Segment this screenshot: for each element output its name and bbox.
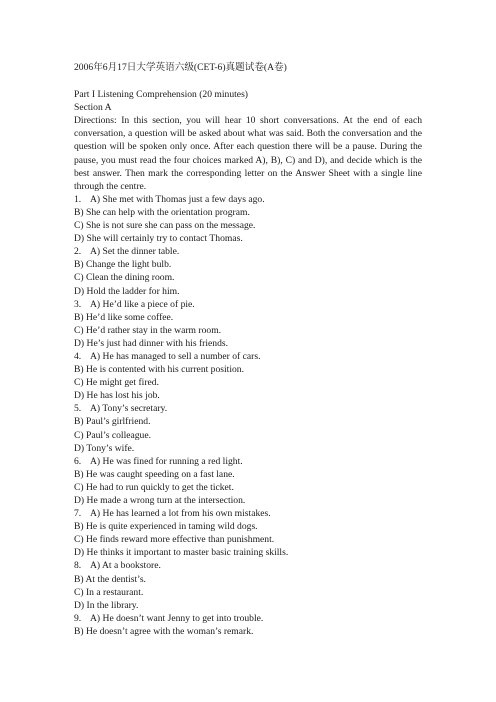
answer-option: C) Clean the dining room. [74, 272, 175, 284]
directions-paragraph: Directions: In this section, you will hear 10 short conversations. At the end of each conversation, a question will be asked about what was said. Both the conversation and the question will be spoken only once. After each question there will be a pause. During the pause, you must read the four choices marked A), B), C) and D), and decide which is the best answer. Then mark the corresponding letter on the Answer Sheet with a single line through the centre. [74, 115, 422, 192]
answer-option: A) He has managed to sell a number of cars. [90, 350, 261, 362]
answer-option: A) Set the dinner table. [90, 246, 180, 258]
answer-option: C) He finds reward more effective than punishment. [74, 534, 275, 546]
answer-option: D) Hold the ladder for him. [74, 285, 180, 297]
answer-option: B) He’d like some coffee. [74, 311, 174, 323]
answer-option: D) She will certainly try to contact Thomas. [74, 233, 243, 245]
question-item [74, 350, 422, 363]
answer-option: B) Paul’s girlfriend. [74, 416, 151, 428]
answer-option: D) He has lost his job. [74, 390, 160, 402]
section-heading: Section A [74, 102, 112, 114]
question-number: 2. [74, 246, 82, 258]
answer-option: C) She is not sure she can pass on the message. [74, 220, 256, 232]
question-item [74, 612, 422, 625]
answer-option: D) He made a wrong turn at the intersection. [74, 495, 246, 506]
document-page [74, 61, 422, 638]
question-number: 3. [74, 298, 82, 310]
question-number: 8. [74, 560, 82, 572]
question-item [74, 245, 422, 258]
answer-option: A) He’d like a piece of pie. [90, 298, 195, 310]
document-title: 2006年6月17日大学英语六级(CET-6)真题试卷(A卷) [74, 62, 287, 73]
answer-option: D) Tony’s wife. [74, 442, 135, 454]
answer-option: B) He doesn’t agree with the woman’s remark. [74, 625, 254, 637]
answer-option: B) She can help with the orientation program. [74, 206, 250, 218]
question-number: 1. [74, 193, 82, 205]
question-list [74, 193, 422, 638]
answer-option: A) She met with Thomas just a few days ago. [90, 193, 265, 205]
answer-option: A) At a bookstore. [90, 560, 161, 572]
answer-option: B) Change the light bulb. [74, 259, 172, 271]
answer-option: D) In the library. [74, 599, 139, 611]
question-item [74, 507, 422, 520]
question-item [74, 193, 422, 206]
question-item [74, 402, 422, 415]
answer-option: C) Paul’s colleague. [74, 429, 151, 441]
answer-option: B) He is quite experienced in taming wild dogs. [74, 521, 258, 533]
answer-option: C) He’d rather stay in the warm room. [74, 324, 222, 336]
answer-option: A) He has learned a lot from his own mistakes. [90, 508, 271, 520]
answer-option: A) He was fined for running a red light. [90, 455, 243, 467]
answer-option: B) He is contented with his current position. [74, 364, 244, 376]
answer-option: C) He had to run quickly to get the ticket. [74, 481, 234, 493]
answer-option: D) He’s just had dinner with his friends. [74, 337, 229, 349]
question-number: 5. [74, 403, 82, 415]
question-number: 9. [74, 612, 82, 624]
question-item [74, 298, 422, 311]
answer-option: B) He was caught speeding on a fast lane. [74, 468, 235, 480]
answer-option: D) He thinks it important to master basic training skills. [74, 547, 289, 559]
part-heading: Part I Listening Comprehension (20 minutes) [74, 89, 248, 101]
answer-option: B) At the dentist’s. [74, 573, 146, 585]
question-number: 7. [74, 508, 82, 520]
question-item [74, 559, 422, 572]
question-item [74, 455, 422, 468]
answer-option: A) He doesn’t want Jenny to get into trouble. [90, 612, 264, 624]
question-number: 4. [74, 350, 82, 362]
answer-option: C) In a restaurant. [74, 586, 144, 598]
answer-option: C) He might get fired. [74, 377, 159, 389]
question-number: 6. [74, 455, 82, 467]
answer-option: A) Tony’s secretary. [90, 403, 168, 415]
